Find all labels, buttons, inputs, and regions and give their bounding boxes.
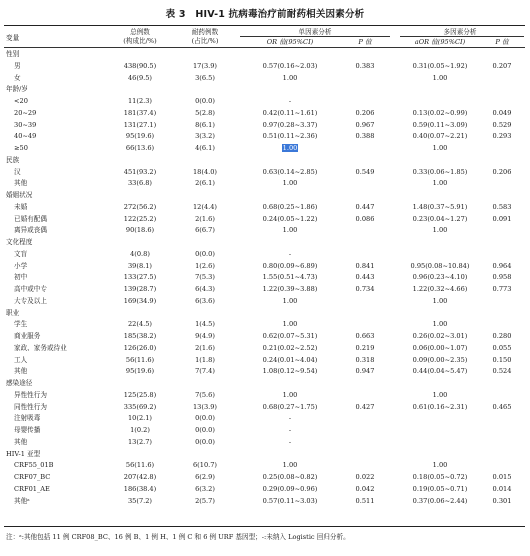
table-title: 表 3 HIV-1 抗病毒治疗前耐药相关因素分析 xyxy=(165,9,365,20)
total-cell: 139(28.7) xyxy=(123,285,157,293)
top-rule xyxy=(4,25,525,26)
aor-cell: 0.19(0.05~0.71) xyxy=(412,484,468,493)
row-label: 其他 xyxy=(14,179,28,188)
p-multi-cell: 0.583 xyxy=(492,202,512,211)
table-row xyxy=(0,437,530,449)
or-cell: - xyxy=(288,414,292,423)
total-cell: 131(27.1) xyxy=(123,120,157,129)
table-row xyxy=(0,202,530,214)
section-row xyxy=(0,190,530,202)
resistance-cell: 9(4.9) xyxy=(195,332,215,340)
section-row xyxy=(0,449,530,461)
p-uni-cell: 0.511 xyxy=(355,496,375,505)
aor-cell: 1.00 xyxy=(432,390,448,399)
aor-cell: 0.31(0.05~1.92) xyxy=(412,61,468,70)
row-label: 工人 xyxy=(14,355,28,364)
row-label: CRF55_01B xyxy=(14,461,54,470)
p-uni-cell: 0.967 xyxy=(355,120,375,129)
resistance-cell: 6(10.7) xyxy=(192,461,218,470)
aor-cell: 0.13(0.02~0.99) xyxy=(412,108,468,117)
p-uni-cell: 0.549 xyxy=(355,167,375,176)
or-cell: 0.42(0.11~1.61) xyxy=(262,108,318,117)
row-label: 汉 xyxy=(14,167,21,176)
table-row xyxy=(0,355,530,367)
header-multivariate: 多因素分析 xyxy=(443,28,477,36)
row-label: 家政、家务或待业 xyxy=(14,343,67,352)
aor-cell: 1.00 xyxy=(432,461,448,470)
aor-cell: 0.18(0.05~0.72) xyxy=(412,473,468,481)
row-label: 高中或中专 xyxy=(14,285,47,293)
table-row xyxy=(0,496,530,508)
section-label: 文化程度 xyxy=(6,238,33,246)
row-label: 大专及以上 xyxy=(14,296,47,305)
total-cell: 185(38.2) xyxy=(123,332,157,340)
row-label: CRF01_AE xyxy=(14,484,50,493)
resistance-cell: 18(4.0) xyxy=(192,167,218,176)
aor-cell: 0.37(0.06~2.44) xyxy=(412,496,468,505)
total-cell: 186(38.4) xyxy=(123,484,157,493)
aor-cell: 0.61(0.16~2.31) xyxy=(412,402,468,411)
total-cell: 133(27.5) xyxy=(123,273,157,282)
or-cell: 0.68(0.25~1.86) xyxy=(262,202,318,211)
total-cell: 66(13.6) xyxy=(125,144,155,152)
row-label: 商业服务 xyxy=(14,332,41,340)
resistance-cell: 8(6.1) xyxy=(195,120,215,129)
p-uni-cell: 0.947 xyxy=(355,367,375,376)
row-label: 女 xyxy=(14,73,21,82)
or-cell: 0.29(0.09~0.96) xyxy=(262,484,318,493)
aor-cell: 0.09(0.00~2.35) xyxy=(412,355,468,364)
resistance-cell: 0(0.0) xyxy=(195,426,215,434)
bottom-rule xyxy=(4,526,525,527)
p-multi-cell: 0.091 xyxy=(492,214,512,223)
or-cell: 1.00 xyxy=(282,461,298,470)
aor-cell: 0.26(0.02~3.01) xyxy=(412,332,468,340)
row-label: 其他ᵃ xyxy=(14,496,30,505)
p-multi-cell: 0.150 xyxy=(492,355,512,364)
total-cell: 46(9.5) xyxy=(127,73,153,82)
p-multi-cell: 0.465 xyxy=(492,402,512,411)
p-uni-cell: 0.663 xyxy=(355,332,375,340)
or-cell: 0.21(0.02~2.52) xyxy=(262,343,318,352)
total-cell: 39(8.1) xyxy=(127,261,153,270)
total-cell: 95(19.6) xyxy=(125,132,155,141)
or-cell: 0.57(0.11~3.03) xyxy=(262,496,318,505)
or-cell: 0.51(0.11~2.36) xyxy=(262,132,318,141)
p-uni-cell: 0.443 xyxy=(355,273,375,282)
row-label: CRF07_BC xyxy=(14,473,51,481)
resistance-cell: 1(2.6) xyxy=(195,261,215,270)
aor-cell: 0.40(0.07~2.21) xyxy=(412,132,468,141)
total-cell: 35(7.2) xyxy=(127,496,153,505)
section-row xyxy=(0,378,530,390)
row-label: 20~29 xyxy=(14,108,37,117)
total-cell: 95(19.6) xyxy=(125,367,155,376)
p-multi-cell: 0.293 xyxy=(492,132,512,141)
total-cell: 438(90.5) xyxy=(123,61,157,70)
total-cell: 125(25.8) xyxy=(123,390,157,399)
row-label: ≥50 xyxy=(14,144,28,152)
total-cell: 169(34.9) xyxy=(123,296,157,305)
resistance-cell: 7(5.3) xyxy=(195,273,215,282)
header-resistance-2: (占比/%) xyxy=(191,37,219,45)
resistance-cell: 1(4.5) xyxy=(195,320,215,329)
row-label: 异性性行为 xyxy=(14,390,47,399)
or-cell: 0.62(0.07~5.31) xyxy=(262,332,318,340)
p-uni-cell: 0.427 xyxy=(355,402,375,411)
table-row xyxy=(0,484,530,496)
total-cell: 13(2.7) xyxy=(127,437,153,446)
p-multi-cell: 0.964 xyxy=(492,261,512,270)
resistance-cell: 0(0.0) xyxy=(195,97,215,105)
p-multi-cell: 0.529 xyxy=(492,120,512,129)
p-multi-cell: 0.773 xyxy=(492,285,512,293)
p-uni-cell: 0.841 xyxy=(355,261,375,270)
table-row xyxy=(0,460,530,472)
section-row xyxy=(0,84,530,96)
resistance-cell: 4(6.1) xyxy=(195,144,215,152)
total-cell: 11(2.3) xyxy=(127,97,153,105)
or-cell: - xyxy=(288,437,292,446)
resistance-cell: 2(6.1) xyxy=(195,179,215,188)
table-row xyxy=(0,272,530,284)
resistance-cell: 0(0.0) xyxy=(195,437,215,446)
multivariate-rule xyxy=(400,36,524,37)
total-cell: 1(0.2) xyxy=(130,426,150,434)
header-aor: aOR 值(95%CI) xyxy=(414,38,466,46)
or-cell: 1.00 xyxy=(282,179,298,188)
p-multi-cell: 0.206 xyxy=(492,167,512,176)
section-label: 民族 xyxy=(6,155,20,164)
or-cell: 0.68(0.27~1.75) xyxy=(262,402,318,411)
total-cell: 4(0.8) xyxy=(130,249,150,258)
row-label: 文盲 xyxy=(14,249,28,258)
row-label: 离异或丧偶 xyxy=(14,226,47,235)
row-label: 已婚有配偶 xyxy=(14,214,47,223)
row-label: 男 xyxy=(14,61,21,70)
total-cell: 10(2.1) xyxy=(127,414,153,423)
table-row xyxy=(0,73,530,85)
resistance-cell: 1(1.8) xyxy=(195,355,215,364)
aor-cell: 0.44(0.04~5.47) xyxy=(412,367,468,376)
aor-cell: 1.00 xyxy=(432,296,448,305)
section-row xyxy=(0,155,530,167)
p-multi-cell: 0.015 xyxy=(492,473,512,481)
aor-cell: 1.22(0.32~4.66) xyxy=(412,285,468,293)
resistance-cell: 5(2.8) xyxy=(195,108,215,117)
section-row xyxy=(0,308,530,320)
total-cell: 90(18.6) xyxy=(125,226,155,235)
table-row xyxy=(0,390,530,402)
resistance-cell: 7(5.6) xyxy=(195,390,215,399)
table-row xyxy=(0,343,530,355)
resistance-cell: 0(0.0) xyxy=(195,414,215,423)
row-label: 小学 xyxy=(14,261,28,270)
table-row xyxy=(0,167,530,179)
row-label: 母婴传播 xyxy=(14,426,41,434)
p-multi-cell: 0.301 xyxy=(492,496,512,505)
resistance-cell: 6(3.2) xyxy=(195,484,215,493)
aor-cell: 0.33(0.06~1.85) xyxy=(412,167,468,176)
or-cell: 1.00 xyxy=(282,390,298,399)
row-label: 学生 xyxy=(14,320,28,329)
aor-cell: 0.23(0.04~1.27) xyxy=(412,214,468,223)
p-multi-cell: 0.524 xyxy=(492,367,512,376)
row-label: 40~49 xyxy=(14,132,37,141)
header-p-multi: P 值 xyxy=(495,38,509,46)
header-total-1: 总例数 xyxy=(130,28,150,36)
or-cell: 0.63(0.14~2.85) xyxy=(262,167,318,176)
total-cell: 335(69.2) xyxy=(123,402,157,411)
table-row xyxy=(0,178,530,190)
table-row xyxy=(0,319,530,331)
p-multi-cell: 0.055 xyxy=(492,343,512,352)
p-multi-cell: 0.014 xyxy=(492,484,512,493)
total-cell: 33(6.8) xyxy=(127,179,153,188)
table-row xyxy=(0,331,530,343)
table-row xyxy=(0,472,530,484)
resistance-cell: 2(5.7) xyxy=(195,496,215,505)
section-label: 年龄/岁 xyxy=(6,85,29,94)
resistance-cell: 0(0.0) xyxy=(195,249,215,258)
table-row xyxy=(0,261,530,273)
aor-cell: 1.00 xyxy=(432,179,448,188)
total-cell: 56(11.6) xyxy=(125,355,155,364)
section-label: 婚姻状况 xyxy=(6,191,33,199)
total-cell: 272(56.2) xyxy=(123,202,157,211)
or-cell: 1.00 xyxy=(282,73,298,82)
p-multi-cell: 0.207 xyxy=(492,61,512,70)
table-row xyxy=(0,249,530,261)
or-cell: 1.00 xyxy=(282,226,298,235)
table-row xyxy=(0,225,530,237)
p-uni-cell: 0.447 xyxy=(355,202,375,211)
p-uni-cell: 0.086 xyxy=(355,214,375,223)
aor-cell: 1.00 xyxy=(432,73,448,82)
aor-cell: 1.00 xyxy=(432,144,448,152)
or-cell xyxy=(240,143,340,153)
table-row xyxy=(0,296,530,308)
or-cell: 0.57(0.16~2.03) xyxy=(262,61,318,70)
table-row xyxy=(0,96,530,108)
or-cell: 0.97(0.28~3.37) xyxy=(262,120,318,129)
section-label: HIV-1 亚型 xyxy=(6,449,41,458)
table-row xyxy=(0,214,530,226)
section-row xyxy=(0,237,530,249)
or-cell: - xyxy=(288,426,292,434)
p-uni-cell: 0.206 xyxy=(355,108,375,117)
resistance-cell: 2(1.6) xyxy=(195,343,215,352)
resistance-cell: 7(7.4) xyxy=(195,367,215,376)
table-row xyxy=(0,402,530,414)
p-multi-cell: 0.049 xyxy=(492,108,512,117)
aor-cell: 1.00 xyxy=(432,226,448,235)
row-label: 其他 xyxy=(14,367,28,376)
resistance-cell: 13(3.9) xyxy=(192,402,218,411)
resistance-cell: 17(3.9) xyxy=(192,61,218,70)
header-univariate: 单因素分析 xyxy=(298,28,332,36)
resistance-cell: 12(4.4) xyxy=(192,202,218,211)
header-rule xyxy=(4,47,525,48)
row-label: 同性性行为 xyxy=(14,402,47,411)
resistance-cell: 6(3.6) xyxy=(195,296,215,305)
row-label: 其他 xyxy=(14,437,28,446)
resistance-cell: 6(6.7) xyxy=(195,226,215,235)
p-uni-cell: 0.022 xyxy=(355,473,375,481)
total-cell: 451(93.2) xyxy=(123,167,157,176)
p-uni-cell: 0.383 xyxy=(355,61,375,70)
section-label: 职业 xyxy=(6,308,20,317)
or-cell: 1.00 xyxy=(282,320,298,329)
section-row xyxy=(0,49,530,61)
header-resistance-1: 耐药例数 xyxy=(191,28,219,36)
resistance-cell: 6(4.3) xyxy=(195,285,215,293)
or-cell: - xyxy=(288,249,292,258)
or-cell: 0.24(0.05~1.22) xyxy=(262,214,318,223)
table-row xyxy=(0,131,530,143)
or-cell: 1.00 xyxy=(282,296,298,305)
row-label: 未婚 xyxy=(14,202,28,211)
aor-cell: 0.59(0.11~3.09) xyxy=(412,120,468,129)
aor-cell: 1.00 xyxy=(432,320,448,329)
or-cell: - xyxy=(288,97,292,105)
or-cell: 0.24(0.01~4.04) xyxy=(262,355,318,364)
table-note: 注：ᵃ:其他包括 11 例 CRF08_BC、16 例 B、1 例 H、1 例 C 和 6 例 URF 基因型；-:未纳入 Logistic 回归分析。 xyxy=(6,533,350,541)
row-label: <20 xyxy=(14,97,28,105)
header-or: OR 值(95%CI) xyxy=(266,38,314,46)
univariate-rule xyxy=(240,36,390,37)
resistance-cell: 2(1.6) xyxy=(195,214,215,223)
aor-cell: 1.48(0.37~5.91) xyxy=(412,202,468,211)
or-cell: 1.08(0.12~9.54) xyxy=(262,367,318,376)
row-label: 注射吸毒 xyxy=(14,414,41,423)
section-label: 感染途径 xyxy=(6,379,33,387)
resistance-cell: 3(3.2) xyxy=(195,132,215,141)
table-row xyxy=(0,61,530,73)
p-uni-cell: 0.318 xyxy=(355,355,375,364)
total-cell: 122(25.2) xyxy=(123,214,157,223)
total-cell: 56(11.6) xyxy=(125,461,155,470)
header-variable: 变量 xyxy=(6,34,20,42)
table-row xyxy=(0,108,530,120)
total-cell: 181(37.4) xyxy=(123,108,157,117)
p-multi-cell: 0.280 xyxy=(492,332,512,340)
table-row xyxy=(0,366,530,378)
p-uni-cell: 0.042 xyxy=(355,484,375,493)
or-cell: 0.80(0.09~6.89) xyxy=(262,261,318,270)
resistance-cell: 3(6.5) xyxy=(195,73,215,82)
total-cell: 22(4.5) xyxy=(127,320,153,329)
table-row xyxy=(0,143,530,155)
row-label: 初中 xyxy=(14,273,28,282)
p-uni-cell: 0.734 xyxy=(355,285,375,293)
row-label: 30~39 xyxy=(14,120,37,129)
total-cell: 126(26.0) xyxy=(123,343,157,352)
p-uni-cell: 0.388 xyxy=(355,132,375,141)
table-row xyxy=(0,284,530,296)
aor-cell: 0.95(0.08~10.84) xyxy=(410,261,470,270)
aor-cell: 0.06(0.00~1.07) xyxy=(412,343,468,352)
section-label: 性别 xyxy=(6,50,20,58)
p-multi-cell: 0.958 xyxy=(492,273,512,282)
table-row xyxy=(0,120,530,132)
aor-cell: 0.96(0.23~4.10) xyxy=(412,273,468,282)
header-total-2: (构成比/%) xyxy=(123,37,157,45)
or-cell: 1.55(0.51~4.73) xyxy=(262,273,318,282)
resistance-cell: 6(2.9) xyxy=(195,473,215,481)
or-cell: 1.22(0.39~3.88) xyxy=(262,285,318,293)
selected-text-highlight[interactable]: 1.00 xyxy=(282,144,298,152)
or-cell: 0.25(0.08~0.82) xyxy=(262,473,318,481)
total-cell: 207(42.8) xyxy=(123,473,157,481)
table-row xyxy=(0,425,530,437)
header-p-uni: P 值 xyxy=(358,38,372,46)
table-row xyxy=(0,413,530,425)
p-uni-cell: 0.219 xyxy=(355,343,375,352)
